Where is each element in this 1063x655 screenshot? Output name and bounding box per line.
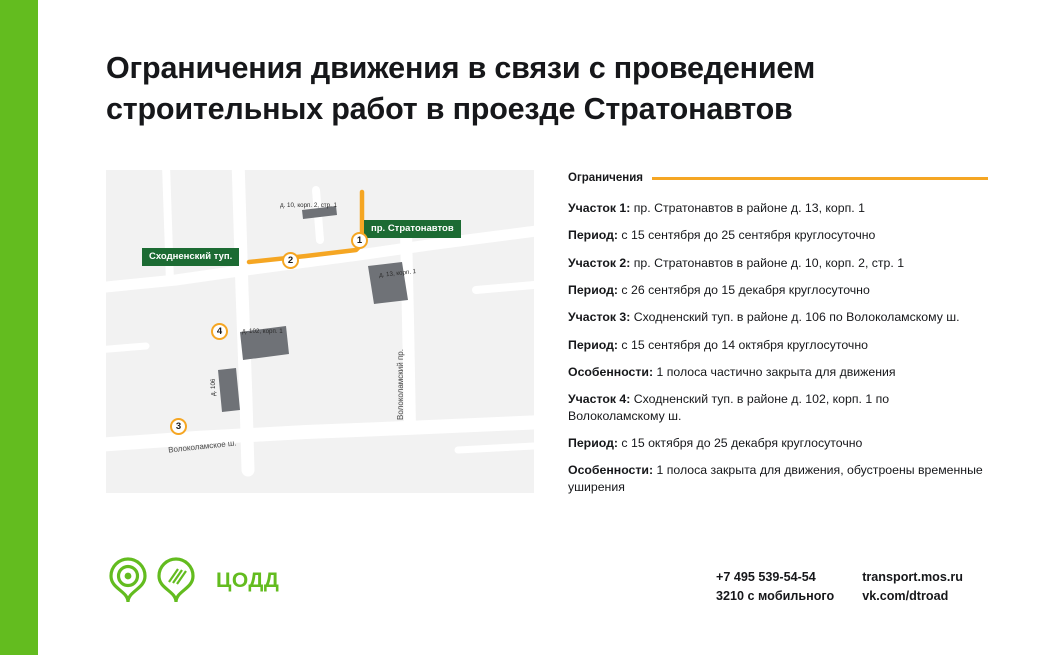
- entry-label: Участок 1:: [568, 201, 631, 215]
- brand-logo[interactable]: [106, 557, 279, 605]
- entry-text: Сходненский туп. в районе д. 106 по Волоколамскому ш.: [630, 310, 960, 325]
- web-block: [862, 568, 963, 606]
- entry-label: Период:: [568, 337, 618, 352]
- entry-label: Участок 2:: [568, 255, 631, 270]
- restriction-entry: [568, 462, 988, 495]
- phone-block: [716, 568, 834, 606]
- building-label-d102k1: д. 102, корп. 1: [242, 328, 283, 335]
- logo-text: ЦОДД: [216, 569, 280, 592]
- site-link[interactable]: transport.mos.ru: [862, 570, 963, 584]
- map-marker-1[interactable]: 1: [351, 232, 368, 249]
- map-area[interactable]: [106, 170, 534, 493]
- green-side-bar: [0, 0, 38, 655]
- map-label-shodnensky-tupik: Сходненский туп.: [142, 248, 239, 266]
- map-marker-3[interactable]: 3: [170, 418, 187, 435]
- building-label-d106: д. 106: [210, 378, 217, 396]
- restriction-entry: [568, 337, 988, 353]
- entry-label: Участок 4:: [568, 392, 631, 407]
- restriction-entry: [568, 282, 988, 298]
- entry-label: Период:: [568, 436, 618, 451]
- entry-label: Период:: [568, 283, 618, 298]
- restrictions-panel: [568, 172, 988, 506]
- entry-text: с 26 сентября до 15 декабря круглосуточно: [618, 283, 870, 298]
- phone-main[interactable]: +7 495 539-54-54: [716, 570, 816, 584]
- contacts: [716, 568, 963, 606]
- entry-label: Особенности:: [568, 365, 654, 380]
- entry-text: с 15 сентября до 25 сентября круглосуточно: [618, 228, 876, 243]
- building-label-d10k2s1: д. 10, корп. 2, стр. 1: [280, 202, 337, 209]
- panel-header-rule: [652, 177, 988, 180]
- building-label-d13k1: д. 13, корп. 1: [378, 268, 417, 279]
- entry-label: Особенности:: [568, 463, 654, 478]
- page-title: Ограничения движения в связи с проведением строительных работ в проезде Стратонавтов: [106, 51, 816, 126]
- entry-label: Период:: [568, 228, 618, 243]
- phone-mobile: 3210 с мобильного: [716, 588, 835, 603]
- entry-text: 1 полоса частично закрыта для движения: [653, 365, 896, 380]
- map-label-stratonavtov: пр. Стратонавтов: [364, 220, 461, 238]
- restriction-entry: [568, 435, 988, 451]
- restriction-entry: [568, 227, 988, 243]
- vk-link[interactable]: vk.com/dtroad: [862, 588, 949, 603]
- entry-text: 1 полоса закрыта для движения, обустроены временные уширения: [568, 463, 983, 494]
- restriction-entry: [568, 200, 988, 216]
- entry-text: с 15 октября до 25 декабря круглосуточно: [618, 436, 863, 451]
- restriction-entry: [568, 309, 988, 325]
- panel-header: [568, 172, 988, 184]
- street-label-volokolamskoe-shosse: Волоколамское ш.: [167, 438, 237, 455]
- entry-text: Сходненский туп. в районе д. 102, корп. 1 по Волоколамскому ш.: [568, 392, 890, 423]
- panel-header-label: Ограничения: [568, 172, 643, 184]
- entry-text: пр. Стратонавтов в районе д. 13, корп. 1: [630, 201, 865, 215]
- restriction-entry: [568, 255, 988, 271]
- street-label-volokolamskiy-proezd: Волоколамский пр.: [396, 349, 405, 420]
- entry-text: с 15 сентября до 14 октября круглосуточно: [618, 337, 868, 352]
- map-marker-2[interactable]: 2: [282, 252, 299, 269]
- map-marker-4[interactable]: 4: [211, 323, 228, 340]
- entry-text: пр. Стратонавтов в районе д. 10, корп. 2, стр. 1: [630, 255, 905, 270]
- restriction-entry: [568, 391, 988, 424]
- entry-label: Участок 3:: [568, 310, 631, 325]
- restriction-entry: [568, 364, 988, 380]
- codd-logo-icon: [106, 557, 206, 605]
